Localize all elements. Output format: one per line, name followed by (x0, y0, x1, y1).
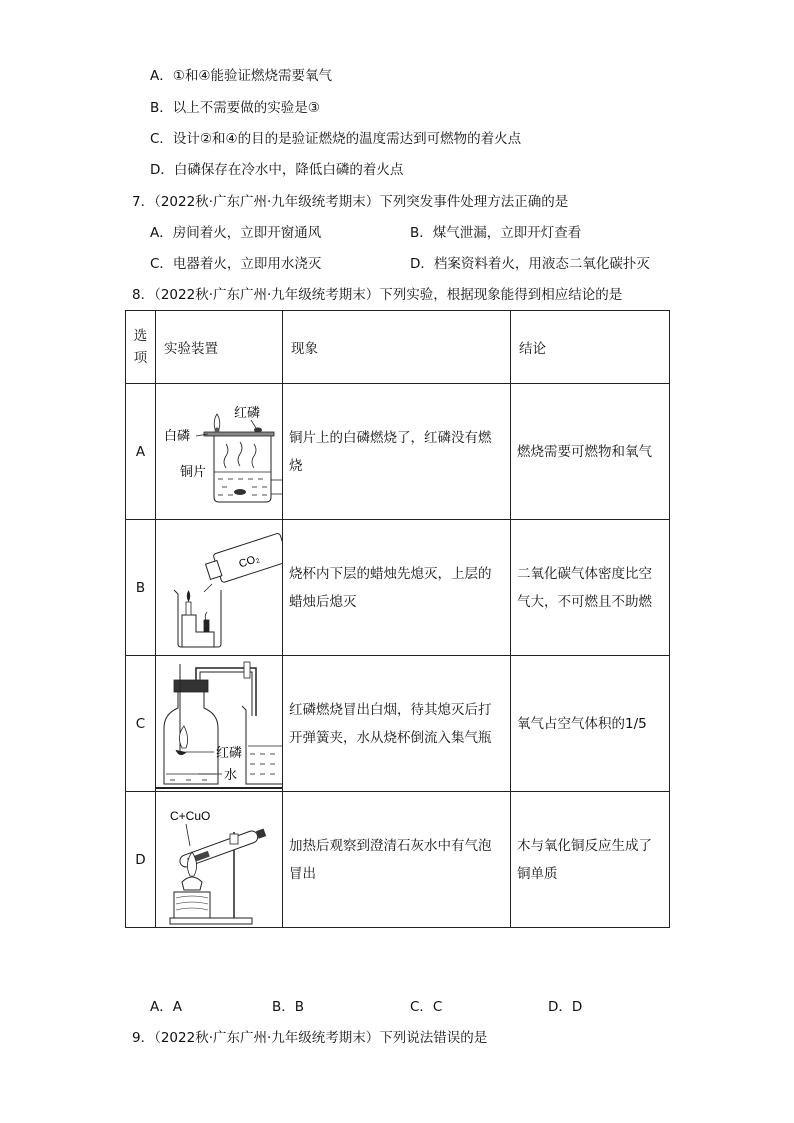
row-option: C (126, 656, 156, 792)
table-row (126, 656, 670, 792)
table-row (126, 384, 670, 520)
conclusion-text-c: 氧气占空气体积的1/5 (517, 715, 647, 732)
experiment-table (125, 310, 670, 928)
label-copper: 铜片 (180, 464, 207, 479)
header-option: 选项 (126, 311, 156, 384)
conclusion-cell (511, 656, 670, 792)
apparatus-figure-d (156, 792, 283, 928)
phenomenon-text-c: 红磷燃烧冒出白烟，待其熄灭后打开弹簧夹，水从烧杯倒流入集气瓶 (289, 701, 492, 746)
table-row (126, 520, 670, 656)
label-water: 水 (224, 767, 238, 782)
table-header-row (126, 311, 670, 384)
label-red-phosphorus: 红磷 (234, 405, 261, 420)
q8-answer-b: B．B (272, 999, 305, 1015)
label-co2: CO₂ (237, 552, 262, 571)
apparatus-figure-a (156, 384, 283, 520)
q7-option-c: C．电器着火，立即用水浇灭 (150, 256, 322, 272)
conclusion-cell (511, 792, 670, 928)
phenomenon-text-b: 烧杯内下层的蜡烛先熄灭，上层的蜡烛后熄灭 (289, 565, 492, 610)
row-option: B (126, 520, 156, 656)
phenomenon-cell (283, 792, 511, 928)
apparatus-figure-b (156, 520, 283, 656)
phenomenon-text-d: 加热后观察到澄清石灰水中有气泡冒出 (289, 837, 492, 882)
q6-option-b: B．以上不需要做的实验是③ (150, 100, 320, 116)
label-white-phosphorus: 白磷 (164, 428, 191, 443)
q9-stem: 9．（2022秋·广东广州·九年级统考期末）下列说法错误的是 (132, 1030, 488, 1046)
table-row (126, 792, 670, 928)
air-oxygen-diagram (156, 656, 282, 791)
conclusion-text-a: 燃烧需要可燃物和氧气 (517, 443, 652, 460)
conclusion-cell (511, 520, 670, 656)
phenomenon-cell (283, 520, 511, 656)
conclusion-cell (511, 384, 670, 520)
combustion-beaker-diagram (156, 384, 282, 519)
q7-option-a: A．房间着火，立即开窗通风 (150, 225, 322, 241)
q8-stem: 8．（2022秋·广东广州·九年级统考期末）下列实验，根据现象能得到相应结论的是 (132, 287, 623, 303)
q7-stem: 7．（2022秋·广东广州·九年级统考期末）下列突发事件处理方法正确的是 (132, 194, 569, 210)
q7-option-d: D．档案资料着火，用液态二氧化碳扑灭 (410, 256, 650, 272)
q8-answer-a: A．A (150, 999, 182, 1015)
row-option: D (126, 792, 156, 928)
carbon-reduction-diagram (156, 792, 282, 927)
header-conclusion: 结论 (511, 311, 670, 384)
q6-option-a: A．①和④能验证燃烧需要氧气 (150, 68, 332, 84)
q6-option-d: D．白磷保存在冷水中，降低白磷的着火点 (150, 162, 404, 178)
q7-option-b: B．煤气泄漏，立即开灯查看 (410, 225, 582, 241)
row-option: A (126, 384, 156, 520)
label-red-phosphorus-c: 红磷 (216, 745, 243, 760)
label-c-cuo: C+CuO (170, 809, 211, 823)
q8-answer-c: C．C (410, 999, 443, 1015)
phenomenon-text-a: 铜片上的白磷燃烧了，红磷没有燃烧 (289, 429, 492, 474)
phenomenon-cell (283, 384, 511, 520)
q6-option-c: C．设计②和④的目的是验证燃烧的温度需达到可燃物的着火点 (150, 131, 522, 147)
header-apparatus: 实验装置 (156, 311, 283, 384)
conclusion-text-d: 木与氧化铜反应生成了铜单质 (517, 837, 652, 882)
q8-answer-d: D．D (548, 999, 583, 1015)
header-phenomenon: 现象 (283, 311, 511, 384)
phenomenon-cell (283, 656, 511, 792)
co2-candle-diagram (156, 520, 282, 655)
conclusion-text-b: 二氧化碳气体密度比空气大，不可燃且不助燃 (517, 565, 652, 610)
apparatus-figure-c (156, 656, 283, 792)
